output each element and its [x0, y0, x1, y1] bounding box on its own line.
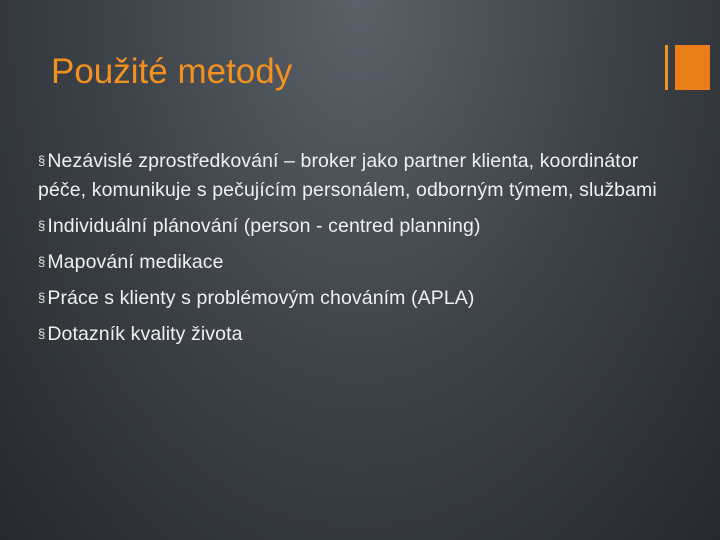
title-accent-thin-bar [665, 45, 668, 90]
slide-title: Použité metody [51, 52, 293, 91]
list-item [38, 319, 678, 349]
list-item [38, 146, 678, 205]
list-item-text: Dotazník kvality života [47, 323, 243, 345]
list-item [38, 247, 678, 277]
list-item [38, 211, 678, 241]
list-item-text: Nezávislé zprostředkování – broker jako partner klienta, koordinátor péče, komunikuje s pečujícím personálem, odborným týmem, službami [38, 150, 657, 201]
list-item-text: Mapování medikace [47, 251, 224, 273]
list-item-text: Práce s klienty s problémovým chováním (APLA) [47, 287, 475, 309]
list-item-text: Individuální plánování (person - centred planning) [47, 215, 481, 237]
bullet-marker-icon: § [38, 254, 46, 269]
list-item [38, 283, 678, 313]
bullet-marker-icon: § [38, 326, 46, 341]
bullet-list [38, 146, 678, 355]
bullet-marker-icon: § [38, 153, 46, 168]
title-accent-thick-bar [675, 45, 710, 90]
bullet-marker-icon: § [38, 218, 46, 233]
bullet-marker-icon: § [38, 290, 46, 305]
